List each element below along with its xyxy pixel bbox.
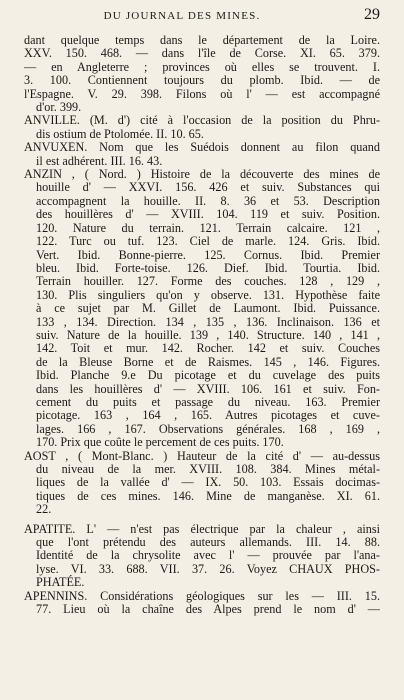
text-line: dis ostium de Ptolomée. II. 10. 65. <box>36 126 204 141</box>
entry-anzin <box>24 168 380 450</box>
text-line: PHATÉE. <box>36 575 85 590</box>
entry-apatite <box>24 523 380 590</box>
page-number: 29 <box>364 6 380 23</box>
text-line: liques de la vallée d' — IX. 50. 103. Essais docimas- <box>36 475 380 490</box>
text-line: 170. Prix que coûte le percement de ces puits. 170. <box>36 435 284 450</box>
text-line: Identité de la chrysolite avec l' — prouvée par l'ana- <box>36 548 380 563</box>
page-header <box>24 4 380 34</box>
entry-anville <box>24 114 380 141</box>
running-head: DU JOURNAL DES MINES. <box>103 10 261 22</box>
text-line: suiv. Nature de la houille. 139 , 140. Structure. 140 , 141 , <box>36 327 380 342</box>
text-line: l'Espagne. V. 29. 398. Filons où l' — est accompagné <box>24 86 380 101</box>
text-line: tiques de ces mines. 146. Mine de manganèse. XI. 61. <box>36 488 380 503</box>
text-line: des houillères d' — XVIII. 104. 119 et suiv. Position. <box>36 207 380 222</box>
text-line: houille d' — XXVI. 156. 426 et suiv. Substances qui <box>36 180 380 195</box>
entry-continuation <box>24 34 380 114</box>
text-line: APATITE. L' — n'est pas électrique par la chaleur , ainsi <box>24 521 380 536</box>
text-line: Terrain houiller. 127. Forme des couches. 128 , 129 , <box>36 274 380 289</box>
text-line: cement du puits et passage du niveau. 163. Premier <box>36 394 380 409</box>
text-line: ANZIN , ( Nord. ) Histoire de la découverte des mines de <box>24 167 380 182</box>
text-line: à ce sujet par M. Gillet de Laumont. Ibid. Puissance. <box>36 301 380 316</box>
text-line: APENNINS. Considérations géologiques sur les — III. 15. <box>24 588 380 603</box>
text-line: 142. Toit et mur. 142. Rocher. 142 et suiv. Couches <box>36 341 380 356</box>
entry-anvuxen <box>24 141 380 168</box>
text-line: — en Angleterre ; provinces où elles se trouvent. I. <box>24 59 380 74</box>
text-line: 22. <box>36 502 52 517</box>
text-line: picotage. 163 , 164 , 165. Autres picotages et cuve- <box>36 408 380 423</box>
text-line: dans les houillères d' — XVIII. 106. 161 et suiv. Fon- <box>36 381 380 396</box>
entry-aost <box>24 450 380 517</box>
text-line: accompagnent la houille. II. 8. 36 et 53. Description <box>36 193 380 208</box>
text-line: dant quelque temps dans le département de la Loire. <box>24 33 380 47</box>
text-line: du niveau de la mer. XVIII. 108. 384. Mines métal- <box>36 462 380 476</box>
text-line: lyse. VI. 33. 688. VII. 37. 26. Voyez CHAUX PHOS- <box>36 561 380 576</box>
text-line: 122. Turc ou tuf. 123. Ciel de marle. 124. Gris. Ibid. <box>36 234 380 249</box>
text-line: de la Bleuse Borne et de Raismes. 145 , 146. Figures. <box>36 354 380 369</box>
text-line: bleu. Ibid. Forte-toise. 126. Dief. Ibid. Tourtia. Ibid. <box>36 260 380 275</box>
text-line: AOST , ( Mont-Blanc. ) Hauteur de la cité d' — au-dessus <box>24 448 380 463</box>
entry-apennins <box>24 590 380 617</box>
text-line: ANVUXEN. Nom que les Suédois donnent au filon quand <box>24 140 380 155</box>
text-line: d'or. 399. <box>36 100 82 115</box>
text-line: il est adhérent. III. 16. 43. <box>36 153 163 168</box>
text-line: 77. Lieu où la chaîne des Alpes prend le nom d' — <box>36 602 380 617</box>
text-line: que l'ont prétendu des auteurs allemands. III. 14. 88. <box>36 535 380 550</box>
text-line: lages. 166 , 167. Observations générales. 168 , 169 , <box>36 421 380 436</box>
text-line: 3. 100. Contiennent toujours du plomb. Ibid. — de <box>24 73 380 88</box>
text-line: Vert. Ibid. Bonne-pierre. 125. Cornus. Ibid. Premier <box>36 247 380 262</box>
text-line: ANVILLE. (M. d') cité à l'occasion de la position du Phru- <box>24 113 380 128</box>
text-line: 130. Plis singuliers qu'on y observe. 131. Hypothèse faite <box>36 287 380 302</box>
text-line: Ibid. Planche 9.e Du picotage et du cuvelage des puits <box>36 368 380 383</box>
text-line: 120. Nature du terrain. 121. Terrain calcaire. 121 , <box>36 220 380 235</box>
text-line: 133 , 134. Direction. 134 , 135 , 136. Inclinaison. 136 et <box>36 314 380 329</box>
text-line: XXV. 150. 468. — dans l'île de Corse. XI. 65. 379. <box>24 46 380 61</box>
